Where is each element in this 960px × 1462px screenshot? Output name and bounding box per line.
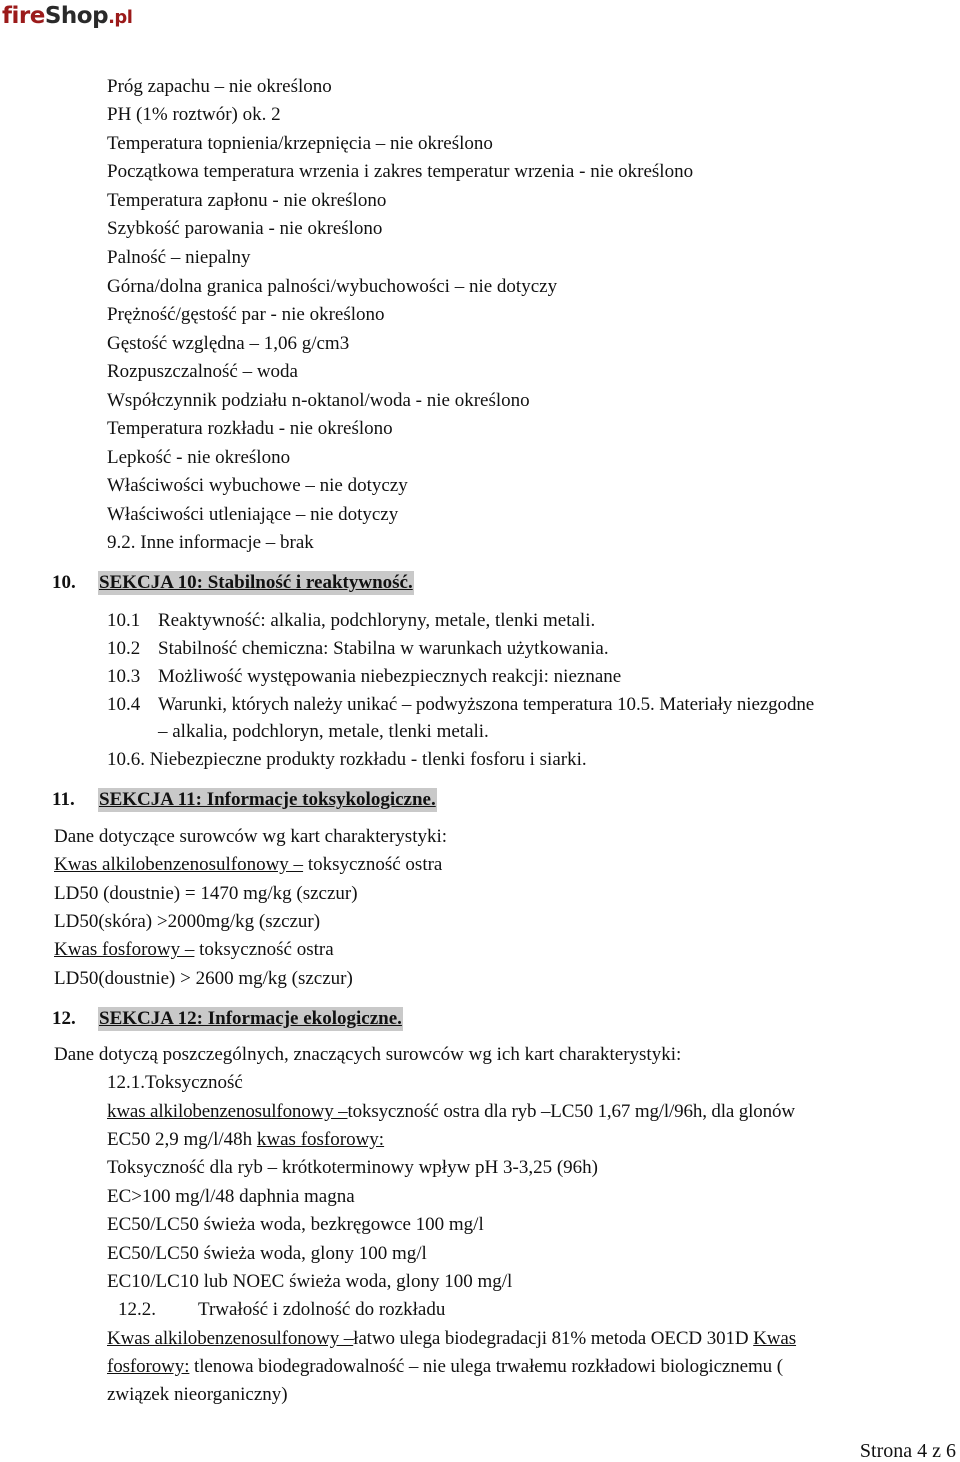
subsection-12-2-title: Trwałość i zdolność do rozkładu	[198, 1299, 446, 1320]
property-line: Próg zapachu – nie określono	[107, 76, 332, 97]
ld50-oral-1: LD50 (doustnie) = 1470 mg/kg (szczur)	[54, 883, 358, 904]
property-line: Lepkość - nie określono	[107, 447, 291, 468]
item-10-1-number: 10.1	[107, 610, 141, 631]
tox-substance-2: Kwas fosforowy – toksyczność ostra	[54, 939, 334, 960]
degradation-line-3: związek nieorganiczny)	[107, 1384, 288, 1405]
substance-name: fosforowy:	[107, 1356, 190, 1377]
section-10-title: SEKCJA 10: Stabilność i reaktywność.	[99, 572, 413, 593]
property-line: Początkowa temperatura wrzenia i zakres temperatur wrzenia - nie określono	[107, 161, 694, 182]
ld50-oral-2: LD50(doustnie) > 2600 mg/kg (szczur)	[54, 968, 353, 989]
subsection-12-2-number: 12.2.	[118, 1299, 156, 1320]
page-number: Strona 4 z 6	[859, 1440, 956, 1462]
eco-tox-line-6: EC50/LC50 świeża woda, glony 100 mg/l	[107, 1243, 427, 1264]
eco-tox-line-5: EC50/LC50 świeża woda, bezkręgowce 100 mg/l	[107, 1214, 484, 1235]
item-10-4-text: Warunki, których należy unikać – podwyższona temperatura 10.5. Materiały niezgodne	[158, 694, 815, 715]
fireshop-logo[interactable]	[2, 3, 132, 30]
item-10-3-number: 10.3	[107, 666, 141, 687]
degradation-line-2: fosforowy: tlenowa biodegradowalność – nie ulega trwałemu rozkładowi biologicznemu (	[107, 1356, 783, 1377]
substance-name: kwas alkilobenzenosulfonowy –	[107, 1101, 348, 1122]
section-12-title: SEKCJA 12: Informacje ekologiczne.	[99, 1008, 402, 1029]
property-line: Gęstość względna – 1,06 g/cm3	[107, 333, 350, 354]
degradation-line-1: Kwas alkilobenzenosulfonowy –łatwo ulega biodegradacji 81% metoda OECD 301D Kwas	[107, 1328, 797, 1349]
ld50-skin: LD50(skóra) >2000mg/kg (szczur)	[54, 911, 321, 932]
section-12-number: 12.	[52, 1008, 76, 1029]
property-line: PH (1% roztwór) ok. 2	[107, 104, 281, 125]
eco-tox-line-2: EC50 2,9 mg/l/48h kwas fosforowy:	[107, 1129, 385, 1150]
section-11-number: 11.	[52, 789, 75, 810]
property-line: Rozpuszczalność – woda	[107, 361, 298, 382]
logo-shop: Shop	[44, 3, 109, 29]
property-line: Szybkość parowania - nie określono	[107, 218, 383, 239]
property-line: Palność – niepalny	[107, 247, 251, 268]
substance-name: Kwas alkilobenzenosulfonowy –	[107, 1328, 354, 1349]
item-10-6: 10.6. Niebezpieczne produkty rozkładu - tlenki fosforu i siarki.	[107, 749, 587, 770]
substance-name: Kwas alkilobenzenosulfonowy –	[54, 854, 304, 875]
property-line: Temperatura zapłonu - nie określono	[107, 190, 387, 211]
item-10-3-text: Możliwość występowania niebezpiecznych reakcji: nieznane	[158, 666, 622, 687]
logo-tld: .pl	[108, 7, 133, 28]
property-line: Prężność/gęstość par - nie określono	[107, 304, 385, 325]
property-line: Właściwości utleniające – nie dotyczy	[107, 504, 399, 525]
property-line: 9.2. Inne informacje – brak	[107, 532, 314, 553]
item-10-4-continuation: – alkalia, podchloryn, metale, tlenki metali.	[158, 721, 489, 742]
substance-name: Kwas fosforowy –	[54, 939, 195, 960]
section-11-title: SEKCJA 11: Informacje toksykologiczne.	[99, 789, 436, 810]
substance-name: Kwas	[753, 1328, 797, 1349]
eco-tox-line-3: Toksyczność dla ryb – krótkoterminowy wpływ pH 3-3,25 (96h)	[107, 1157, 599, 1178]
eco-tox-line-4: EC>100 mg/l/48 daphnia magna	[107, 1186, 355, 1207]
item-10-2-text: Stabilność chemiczna: Stabilna w warunkach użytkowania.	[158, 638, 609, 659]
substance-name: kwas fosforowy:	[256, 1129, 385, 1150]
section-10-number: 10.	[52, 572, 76, 593]
property-line: Temperatura rozkładu - nie określono	[107, 418, 393, 439]
logo-fire: fire	[2, 3, 45, 29]
property-line: Współczynnik podziału n-oktanol/woda - nie określono	[107, 390, 530, 411]
section-11-intro: Dane dotyczące surowców wg kart charakterystyki:	[54, 826, 448, 847]
item-10-4-number: 10.4	[107, 694, 141, 715]
tox-substance-1: Kwas alkilobenzenosulfonowy – toksyczność ostra	[54, 854, 443, 875]
item-10-1-text: Reaktywność: alkalia, podchloryny, metale, tlenki metali.	[158, 610, 596, 631]
item-10-2-number: 10.2	[107, 638, 141, 659]
subsection-12-1: 12.1.Toksyczność	[107, 1072, 243, 1093]
eco-tox-line-7: EC10/LC10 lub NOEC świeża woda, glony 100 mg/l	[107, 1271, 513, 1292]
section-12-intro: Dane dotyczą poszczególnych, znaczących surowców wg ich kart charakterystyki:	[54, 1044, 682, 1065]
property-line: Górna/dolna granica palności/wybuchowości – nie dotyczy	[107, 276, 558, 297]
eco-tox-line-1: kwas alkilobenzenosulfonowy –toksyczność ostra dla ryb –LC50 1,67 mg/l/96h, dla glonów	[107, 1101, 795, 1122]
property-line: Temperatura topnienia/krzepnięcia – nie określono	[107, 133, 493, 154]
property-line: Właściwości wybuchowe – nie dotyczy	[107, 475, 408, 496]
